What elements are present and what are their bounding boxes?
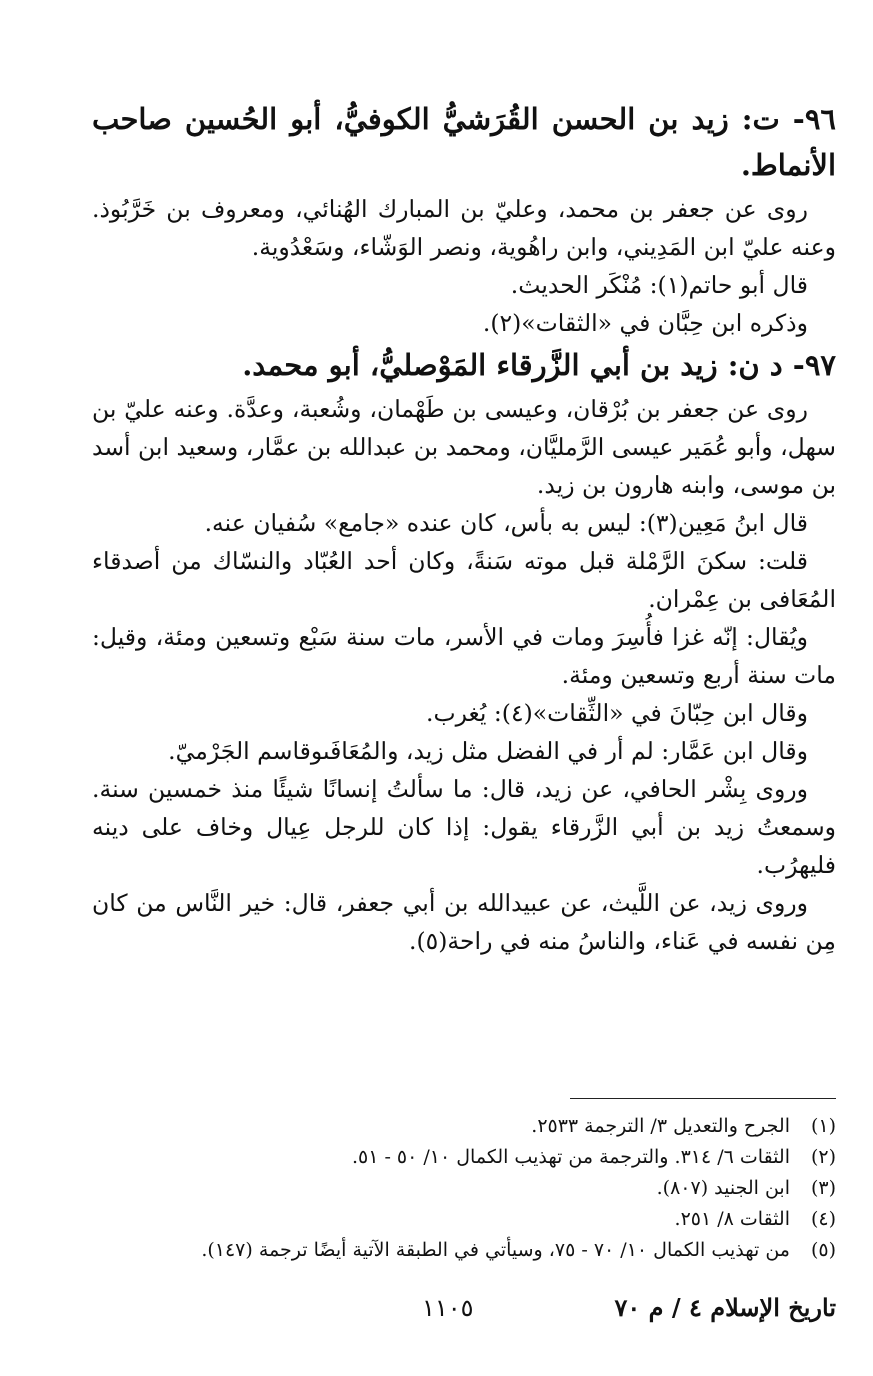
entry-heading-96: ٩٦- ت: زيد بن الحسن القُرَشيُّ الكوفيُّ، أبو الحُسين صاحب الأنماط. (92, 102, 836, 182)
footnote-text: الثقات ٦/ ٣١٤. والترجمة من تهذيب الكمال ١٠/ ٥٠ - ٥١. (351, 1146, 790, 1168)
footnote-number: (٤) (810, 1208, 836, 1230)
footnote-text: الثقات ٨/ ٢٥١. (674, 1208, 790, 1230)
entry-paragraph: وروى بِشْر الحافي، عن زيد، قال: ما سألتُ إنسانًا شيئًا منذ خمسين سنة. وسمعتُ زيد بن أبي الزَّرقاء يقول: إذا كان للرجل عِيال وخاف على دينه فليهرُب. (92, 775, 836, 879)
page-number: ١١٠٥ (422, 1294, 474, 1322)
footnote-text: من تهذيب الكمال ١٠/ ٧٠ - ٧٥، وسيأتي في الطبقة الآتية أيضًا ترجمة (١٤٧). (201, 1239, 790, 1261)
footnote-5 (92, 1235, 836, 1266)
footnote-text: الجرح والتعديل ٣/ الترجمة ٢٥٣٣. (531, 1115, 790, 1137)
book-signature: تاريخ الإسلام ٤ / م ٧٠ (614, 1293, 836, 1322)
entry-paragraph: وقال ابن حِبّانَ في «الثِّقات»(٤): يُغرب. (425, 699, 808, 727)
footnote-2 (92, 1142, 836, 1173)
footnote-1 (92, 1111, 836, 1142)
entry-paragraph: وذكره ابن حِبَّان في «الثقات»(٢). (482, 309, 808, 337)
entry-paragraph: قال ابنُ مَعِين(٣): ليس به بأس، كان عنده «جامع» سُفيان عنه. (204, 509, 808, 537)
entry-paragraph: ويُقال: إنّه غزا فأُسِرَ ومات في الأسر، مات سنة سَبْع وتسعين ومئة، وقيل: مات سنة أربع وتسعين ومئة. (92, 623, 836, 689)
page-footer (92, 1288, 836, 1328)
entry-paragraph: روى عن جعفر بن محمد، وعليّ بن المبارك الهُنائي، ومعروف بن خَرَّبُوذ. وعنه عليّ ابن المَدِيني، وابن راهُوية، ونصر الوَشّاء، وسَعْدُوية. (92, 195, 836, 261)
footnote-divider (570, 1098, 836, 1099)
footnote-number: (٢) (810, 1146, 836, 1168)
footnote-4 (92, 1204, 836, 1235)
footnote-text: ابن الجنيد (٨٠٧). (656, 1177, 790, 1199)
entry-heading-97: ٩٧- د ن: زيد بن أبي الزَّرقاء المَوْصليُّ، أبو محمد. (242, 348, 836, 382)
footnotes (92, 1098, 836, 1266)
entry-paragraph: وروى زيد، عن اللَّيث، عن عبيدالله بن أبي جعفر، قال: خير النَّاس من كان مِن نفسه في عَناء، والناسُ منه في راحة(٥). (92, 889, 836, 955)
page-body (92, 96, 836, 960)
footnote-3 (92, 1173, 836, 1204)
footnote-number: (٥) (810, 1239, 836, 1261)
footnote-number: (١) (810, 1115, 836, 1137)
entry-paragraph: قال أبو حاتم(١): مُنْكَر الحديث. (510, 271, 808, 299)
footnote-number: (٣) (810, 1177, 836, 1199)
entry-paragraph: وقال ابن عَمَّار: لم أر في الفضل مثل زيد، والمُعَافَىوقاسم الجَرْميّ. (168, 737, 808, 765)
entry-paragraph: روى عن جعفر بن بُرْقان، وعيسى بن طَهْمان، وشُعبة، وعدَّة. وعنه عليّ بن سهل، وأبو عُمَير عيسى الرَّمليَّان، ومحمد بن عبدالله بن عمَّار، وسعيد ابن أسد بن موسى، وابنه هارون بن زيد. (92, 395, 836, 499)
entry-paragraph: قلت: سكنَ الرَّمْلة قبل موته سَنةً، وكان أحد العُبّاد والنسّاك من أصدقاء المُعَافى بن عِمْران. (92, 547, 836, 613)
